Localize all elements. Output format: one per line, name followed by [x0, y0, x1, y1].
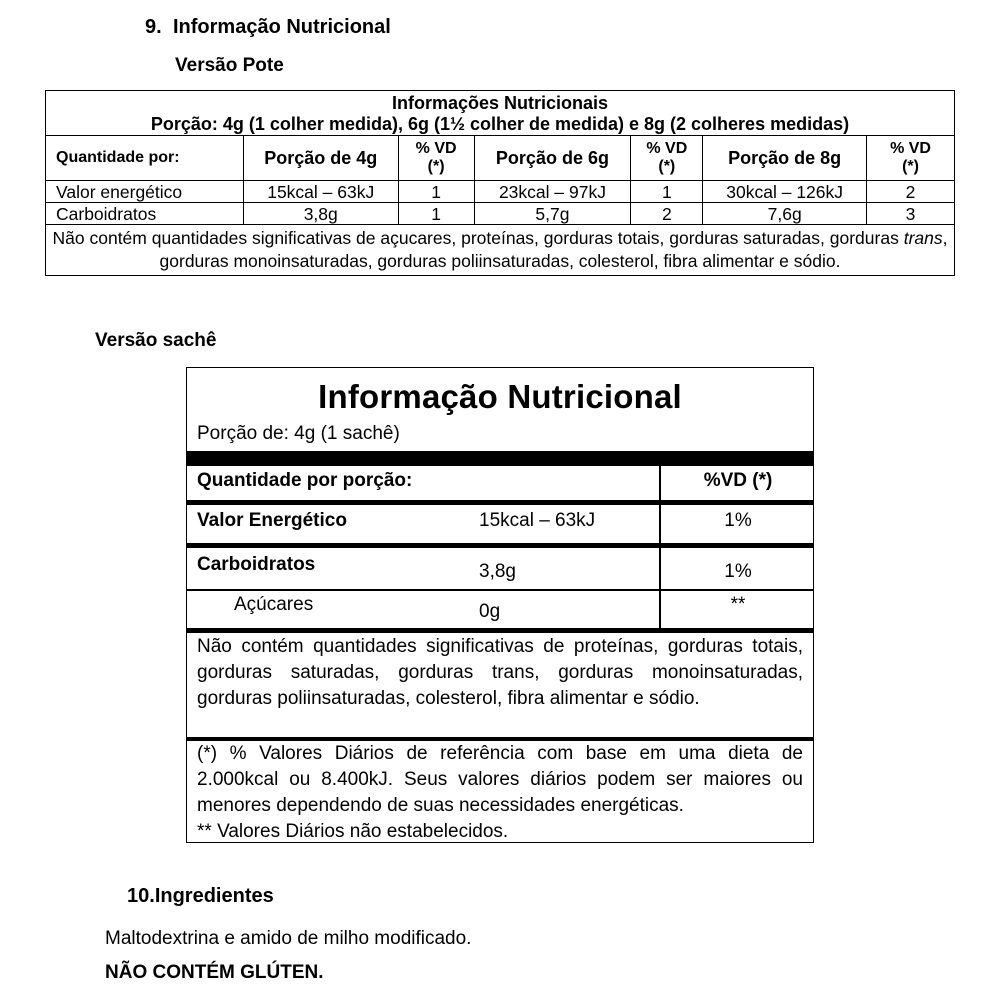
vd-label: % VD	[415, 139, 457, 157]
version-sache-heading: Versão sachê	[95, 330, 217, 351]
gluten-warning: NÃO CONTÉM GLÚTEN.	[105, 962, 324, 983]
row-label-energy: Valor Energético	[197, 510, 347, 531]
col-vd-4g	[398, 136, 474, 181]
footnote-daily-values: (*) % Valores Diários de referência com base em uma dieta de 2.000kcal ou 8.400kJ. Seus valores diários podem ser maiores ou menores dependendo de suas necessidades energéticas.	[197, 743, 803, 816]
col-portion-4g: Porção de 4g	[243, 136, 398, 181]
cell-value: 5,7g	[474, 203, 631, 225]
table-portion: Porção: 4g (1 colher medida), 6g (1½ colher de medida) e 8g (2 colheres medidas)	[150, 113, 850, 134]
row-label: Carboidratos	[46, 203, 244, 225]
section-title: Informação Nutricional	[173, 16, 391, 38]
medium-divider	[187, 543, 813, 548]
row-vd-carbs: 1%	[724, 561, 752, 582]
cell-value: 15kcal – 63kJ	[243, 181, 398, 203]
table-title: Informações Nutricionais	[391, 93, 609, 113]
vd-label: % VD	[646, 139, 688, 157]
header-quantity: Quantidade por porção:	[197, 470, 413, 491]
cell-vd: 1	[398, 203, 474, 225]
row-value-energy: 15kcal – 63kJ	[479, 510, 596, 531]
label-note-nutrients: Não contém quantidades significativas de proteínas, gorduras totais, gorduras saturadas, gorduras trans, gorduras monoinsaturadas, gorduras poliinsaturadas, colesterol, fibra alimentar e sódio.	[197, 636, 803, 709]
section-number: 10.	[127, 885, 155, 907]
section-10-heading	[127, 885, 274, 908]
row-label: Valor energético	[46, 181, 244, 203]
label-title: Informação Nutricional	[318, 378, 682, 415]
label-portion: Porção de: 4g (1 sachê)	[197, 423, 400, 444]
medium-divider	[187, 500, 813, 505]
thick-divider	[187, 451, 813, 466]
row-label-carbs: Carboidratos	[197, 554, 316, 575]
nutrition-label-sache	[186, 367, 814, 843]
col-vd-6g	[631, 136, 703, 181]
cell-vd: 3	[867, 203, 955, 225]
cell-vd: 1	[398, 181, 474, 203]
section-9-heading	[145, 16, 391, 39]
label-note-daily-values	[197, 741, 803, 845]
col-vd-8g	[867, 136, 955, 181]
cell-value: 30kcal – 126kJ	[703, 181, 867, 203]
table-title-cell	[46, 91, 955, 136]
note-text: , gorduras monoinsaturadas, gorduras poliinsaturadas, colesterol, fibra alimentar e sódio.	[159, 228, 948, 271]
col-quantity: Quantidade por:	[46, 136, 244, 181]
table-title-row	[46, 91, 955, 136]
vd-label: % VD	[890, 139, 931, 157]
version-pote-heading: Versão Pote	[175, 55, 284, 76]
column-divider	[659, 466, 661, 628]
vd-asterisk: (*)	[427, 158, 445, 176]
vd-asterisk: (*)	[658, 158, 676, 176]
note-text: Não contém quantidades significativas de açucares, proteínas, gorduras totais, gorduras saturadas, gorduras	[52, 228, 904, 249]
cell-vd: 2	[631, 203, 703, 225]
cell-vd: 1	[631, 181, 703, 203]
cell-value: 7,6g	[703, 203, 867, 225]
nutrition-table-pote	[45, 90, 955, 276]
row-vd-energy: 1%	[724, 510, 752, 531]
col-portion-6g: Porção de 6g	[474, 136, 631, 181]
col-portion-8g: Porção de 8g	[703, 136, 867, 181]
row-label-sugars: Açúcares	[234, 594, 314, 615]
cell-value: 3,8g	[243, 203, 398, 225]
vd-asterisk: (*)	[902, 158, 919, 176]
table-row	[46, 203, 955, 225]
table-note-row	[46, 225, 955, 276]
table-note	[46, 225, 955, 276]
note-italic-text: trans	[903, 228, 943, 249]
ingredients-text: Maltodextrina e amido de milho modificado.	[105, 928, 472, 949]
footnote-not-established: ** Valores Diários não estabelecidos.	[197, 821, 509, 842]
section-title: Ingredientes	[154, 885, 274, 907]
cell-vd: 2	[867, 181, 955, 203]
column-header-row	[46, 136, 955, 181]
row-vd-sugars: **	[730, 594, 746, 615]
thin-divider	[187, 589, 813, 591]
row-value-sugars: 0g	[479, 601, 501, 622]
medium-divider	[187, 628, 813, 633]
section-number: 9.	[145, 16, 162, 38]
cell-value: 23kcal – 97kJ	[474, 181, 631, 203]
table-row	[46, 181, 955, 203]
row-value-carbs: 3,8g	[479, 561, 516, 582]
header-vd: %VD (*)	[703, 470, 773, 491]
